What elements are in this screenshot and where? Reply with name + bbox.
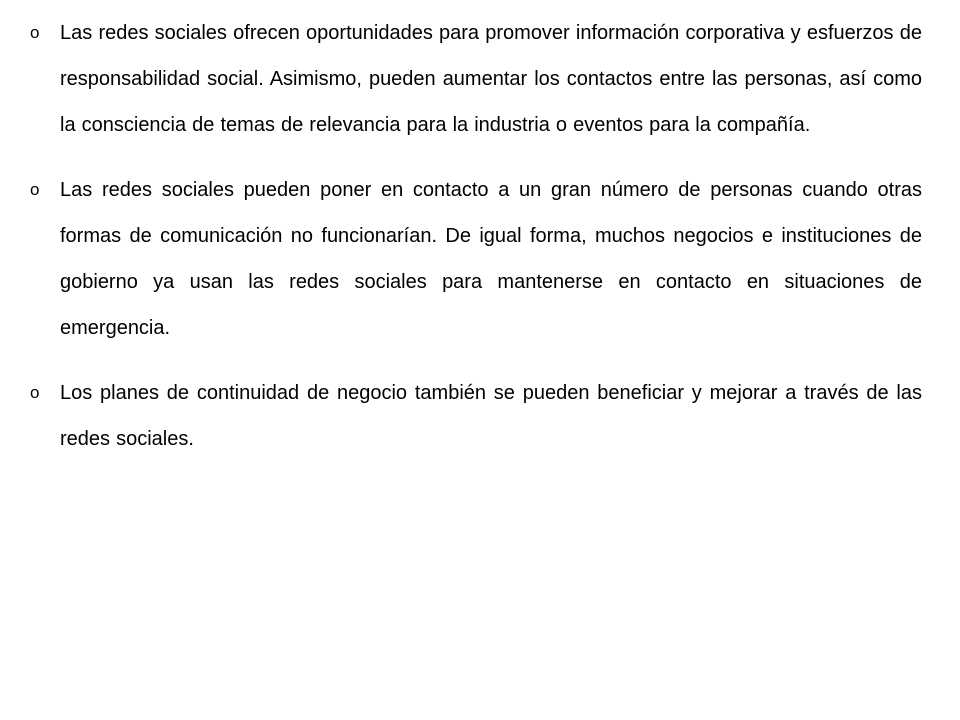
list-item	[30, 370, 922, 462]
bullet-text: Los planes de continuidad de negocio también se pueden beneficiar y mejorar a través de las redes sociales.	[60, 382, 922, 450]
list-item	[30, 10, 922, 148]
list-item	[30, 167, 922, 351]
bullet-text: Las redes sociales pueden poner en contacto a un gran número de personas cuando otras formas de comunicación no funcionarían. De igual forma, muchos negocios e instituciones de gobierno ya usan las redes sociales para mantenerse en contacto en situaciones de emergencia.	[60, 179, 922, 339]
bullet-circle-icon: o	[30, 383, 40, 402]
bullet-text: Las redes sociales ofrecen oportunidades para promover información corporativa y esfuerzos de responsabilidad social. Asimismo, pueden aumentar los contactos entre las personas, así como la consciencia de temas de relevancia para la industria o eventos para la compañía.	[60, 22, 922, 136]
bullet-circle-icon: o	[30, 23, 40, 42]
bullet-circle-icon: o	[30, 180, 40, 199]
bullet-list	[30, 10, 922, 462]
